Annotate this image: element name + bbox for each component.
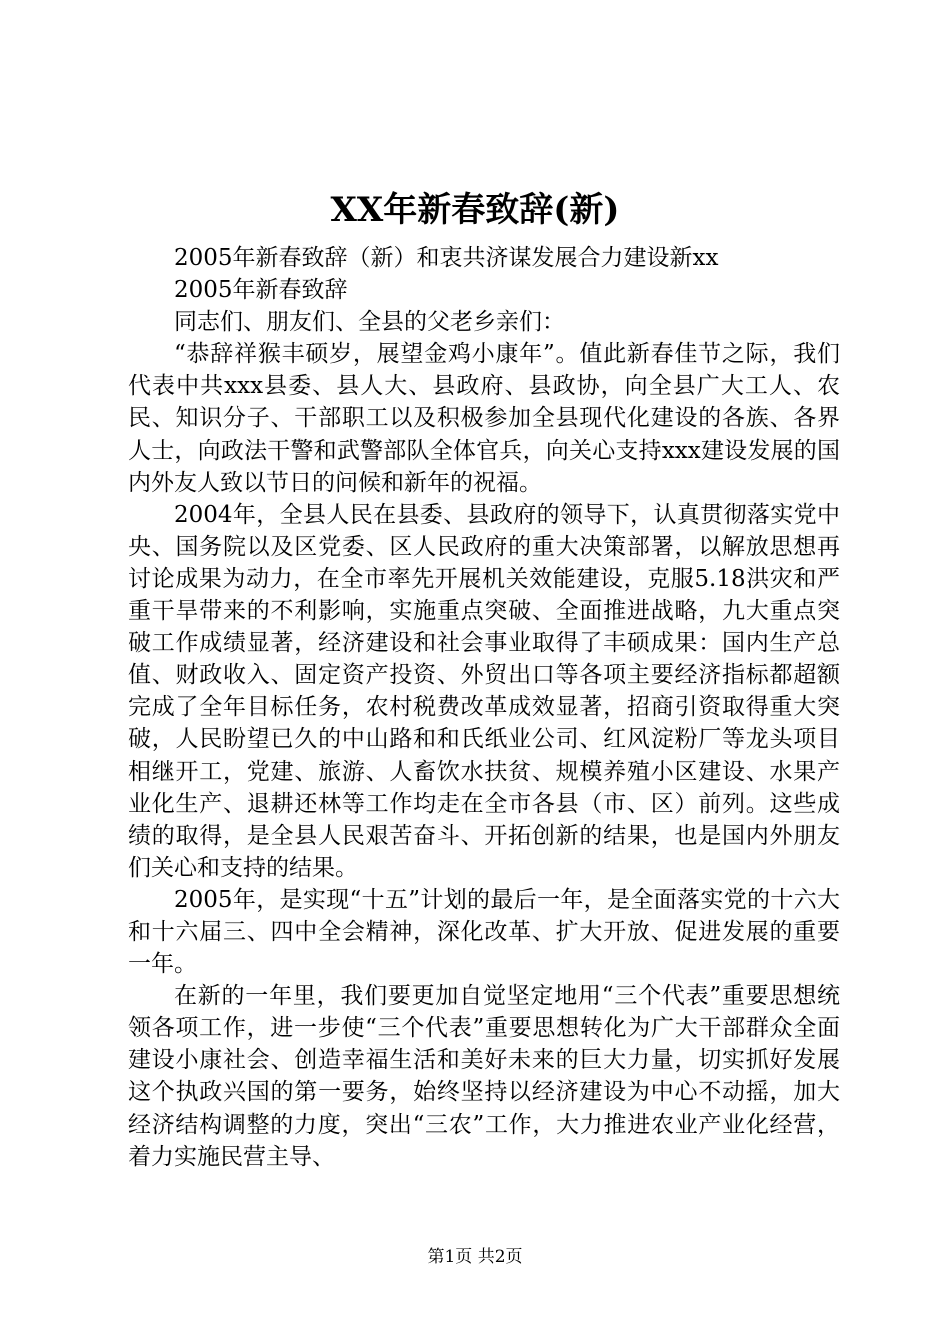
paragraph: 2004年，全县人民在县委、县政府的领导下，认真贯彻落实党中央、国务院以及区党委、区人民政府的重大决策部署，以解放思想再讨论成果为动力，在全市率先开展机关效能建设，克服5.18洪灾和严重干旱带来的不利影响，实施重点突破、全面推进战略，九大重点突破工作成绩显著，经济建设和社会事业取得了丰硕成果：国内生产总值、财政收入、固定资产投资、外贸出口等各项主要经济指标都超额完成了全年目标任务，农村税费改革成效显著，招商引资取得重大突破，人民盼望已久的中山路和和氏纸业公司、红风淀粉厂等龙头项目相继开工，党建、旅游、人畜饮水扶贫、规模养殖小区建设、水果产业化生产、退耕还林等工作均走在全市各县（市、区）前列。这些成绩的取得，是全县人民艰苦奋斗、开拓创新的结果，也是国内外朋友们关心和支持的结果。 (128, 501, 840, 881)
subtitle-line-1: 2005年新春致辞（新）和衷共济谋发展合力建设新xx (174, 245, 719, 271)
paragraph: “恭辞祥猴丰硕岁，展望金鸡小康年”。值此新春佳节之际，我们代表中共xxx县委、县人大、县政府、县政协，向全县广大工人、农民、知识分子、干部职工以及积极参加全县现代化建设的各族、各界人士，向政法干警和武警部队全体官兵，向关心支持xxx建设发展的国内外友人致以节日的问候和新年的祝福。 (128, 341, 840, 496)
salutation: 同志们、朋友们、全县的父老乡亲们： (174, 309, 565, 336)
document-title: XX年新春致辞(新) (330, 190, 620, 230)
page-number: 第1页 共2页 (427, 1247, 523, 1267)
subtitle-line-2: 2005年新春致辞 (174, 277, 348, 304)
document-body (128, 242, 840, 1173)
paragraph: 在新的一年里，我们要更加自觉坚定地用“三个代表”重要思想统领各项工作，进一步使“三个代表”重要思想转化为广大干部群众全面建设小康社会、创造幸福生活和美好未来的巨大力量，切实抓好发展这个执政兴国的第一要务，始终坚持以经济建设为中心不动摇，加大经济结构调整的力度，突出“三农”工作，大力推进农业产业化经营，着力实施民营主导、 (128, 983, 840, 1170)
paragraph: 2005年，是实现“十五”计划的最后一年，是全面落实党的十六大和十六届三、四中全会精神，深化改革、扩大开放、促进发展的重要一年。 (128, 886, 840, 978)
